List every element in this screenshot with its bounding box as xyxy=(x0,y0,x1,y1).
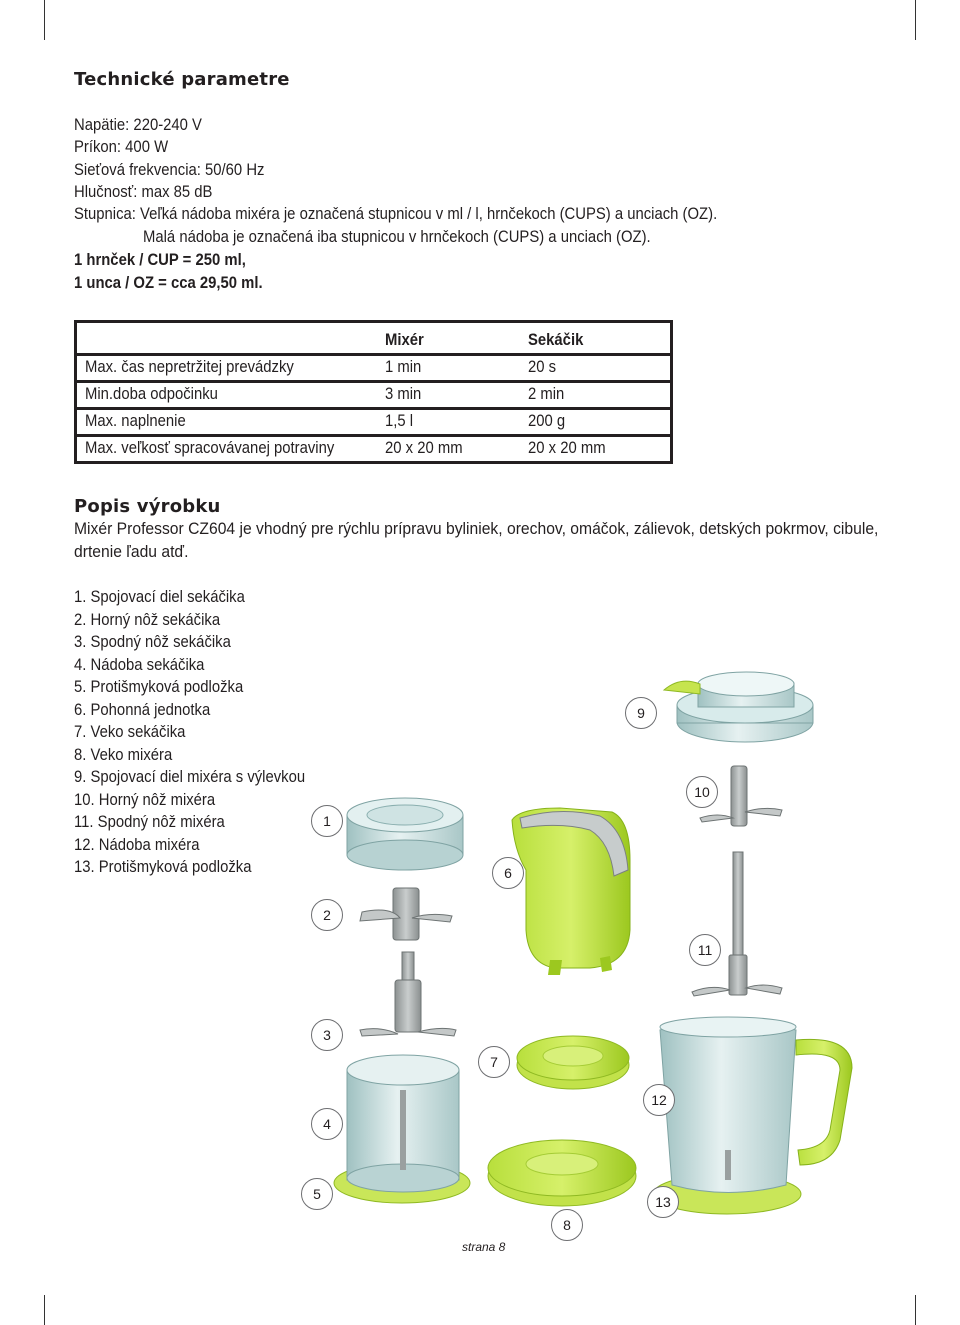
callout-2: 2 xyxy=(311,899,343,931)
table-cell: Max. veľkosť spracovávanej potraviny xyxy=(76,436,378,463)
list-item: 3. Spodný nôž sekáčika xyxy=(74,633,231,651)
page-number: strana 8 xyxy=(462,1240,506,1254)
section-title-technical: Technické parametre xyxy=(74,69,290,90)
spec-line: Napätie: 220-240 V xyxy=(74,116,202,134)
list-item: 7. Veko sekáčika xyxy=(74,723,186,741)
list-item: 12. Nádoba mixéra xyxy=(74,835,200,854)
spec-line: Hlučnosť: max 85 dB xyxy=(74,183,213,201)
chopper-upper-blade-part xyxy=(360,888,452,940)
table-cell: 20 x 20 mm xyxy=(520,436,672,463)
list-item: 6. Pohonná jednotka xyxy=(74,700,211,719)
chopper-coupling-part xyxy=(347,798,463,870)
list-item: 10. Horný nôž mixéra xyxy=(74,790,216,809)
list-item: 5. Protišmyková podložka xyxy=(74,678,244,696)
list-item: 1. Spojovací diel sekáčika xyxy=(74,588,245,606)
section-title-description: Popis výrobku xyxy=(74,496,221,517)
callout-12: 12 xyxy=(643,1084,675,1116)
motor-unit-part xyxy=(512,808,630,975)
callout-3: 3 xyxy=(311,1019,343,1051)
callout-5: 5 xyxy=(301,1178,333,1210)
spec-line: Stupnica: Veľká nádoba mixéra je označená stupnicou v ml / l, hrnčekoch (CUPS) a unciach (OZ). xyxy=(74,205,718,223)
callout-7: 7 xyxy=(478,1046,510,1078)
callout-11: 11 xyxy=(689,934,721,966)
callout-10: 10 xyxy=(686,776,718,808)
table-cell: 20 s xyxy=(520,355,672,382)
table-cell: Max. naplnenie xyxy=(76,409,378,436)
list-item: 11. Spodný nôž mixéra xyxy=(74,813,225,831)
table-cell: 200 g xyxy=(520,409,672,436)
list-item: 8. Veko mixéra xyxy=(74,745,173,764)
list-item: 4. Nádoba sekáčika xyxy=(74,655,205,674)
table-cell: Max. čas nepretržitej prevádzky xyxy=(76,355,378,382)
spec-line-bold: 1 hrnček / CUP = 250 ml, xyxy=(74,251,246,269)
list-item: 2. Horný nôž sekáčika xyxy=(74,610,221,629)
list-item: 13. Protišmyková podložka xyxy=(74,858,252,876)
callout-13: 13 xyxy=(647,1186,679,1218)
callout-4: 4 xyxy=(311,1108,343,1140)
table-cell: 2 min xyxy=(520,382,672,409)
spec-line: Sieťová frekvencia: 50/60 Hz xyxy=(74,161,265,179)
callout-1: 1 xyxy=(311,805,343,837)
spec-line-bold: 1 unca / OZ = cca 29,50 ml. xyxy=(74,274,263,292)
table-header-cell: Mixér xyxy=(377,322,520,355)
blender-lid-part xyxy=(664,672,813,742)
description-line: drtenie ľadu atď. xyxy=(74,543,189,561)
blender-lower-blade-part xyxy=(692,852,782,996)
table-cell: 1,5 l xyxy=(377,409,520,436)
chopper-lower-blade-part xyxy=(360,952,456,1036)
blender-jug-part xyxy=(653,1017,852,1214)
table-cell: 20 x 20 mm xyxy=(377,436,520,463)
description-line: Mixér Professor CZ604 je vhodný pre rýchlu prípravu byliniek, orechov, omáčok, zálievok, detských pokrmov, cibule, xyxy=(74,520,879,538)
list-item: 9. Spojovací diel mixéra s výlevkou xyxy=(74,768,306,786)
table-cell: 3 min xyxy=(377,382,520,409)
chopper-lid-part xyxy=(517,1036,629,1089)
table-cell: Min.doba odpočinku xyxy=(76,382,378,409)
spec-line: Príkon: 400 W xyxy=(74,138,169,156)
table-header-cell: Sekáčik xyxy=(520,322,672,355)
spec-line: Malá nádoba je označená iba stupnicou v hrnčekoch (CUPS) a unciach (OZ). xyxy=(143,228,651,246)
chopper-bowl-part xyxy=(334,1055,470,1203)
callout-8: 8 xyxy=(551,1209,583,1241)
callout-6: 6 xyxy=(492,857,524,889)
blender-cover-part xyxy=(488,1140,636,1206)
callout-9: 9 xyxy=(625,697,657,729)
table-cell: 1 min xyxy=(377,355,520,382)
